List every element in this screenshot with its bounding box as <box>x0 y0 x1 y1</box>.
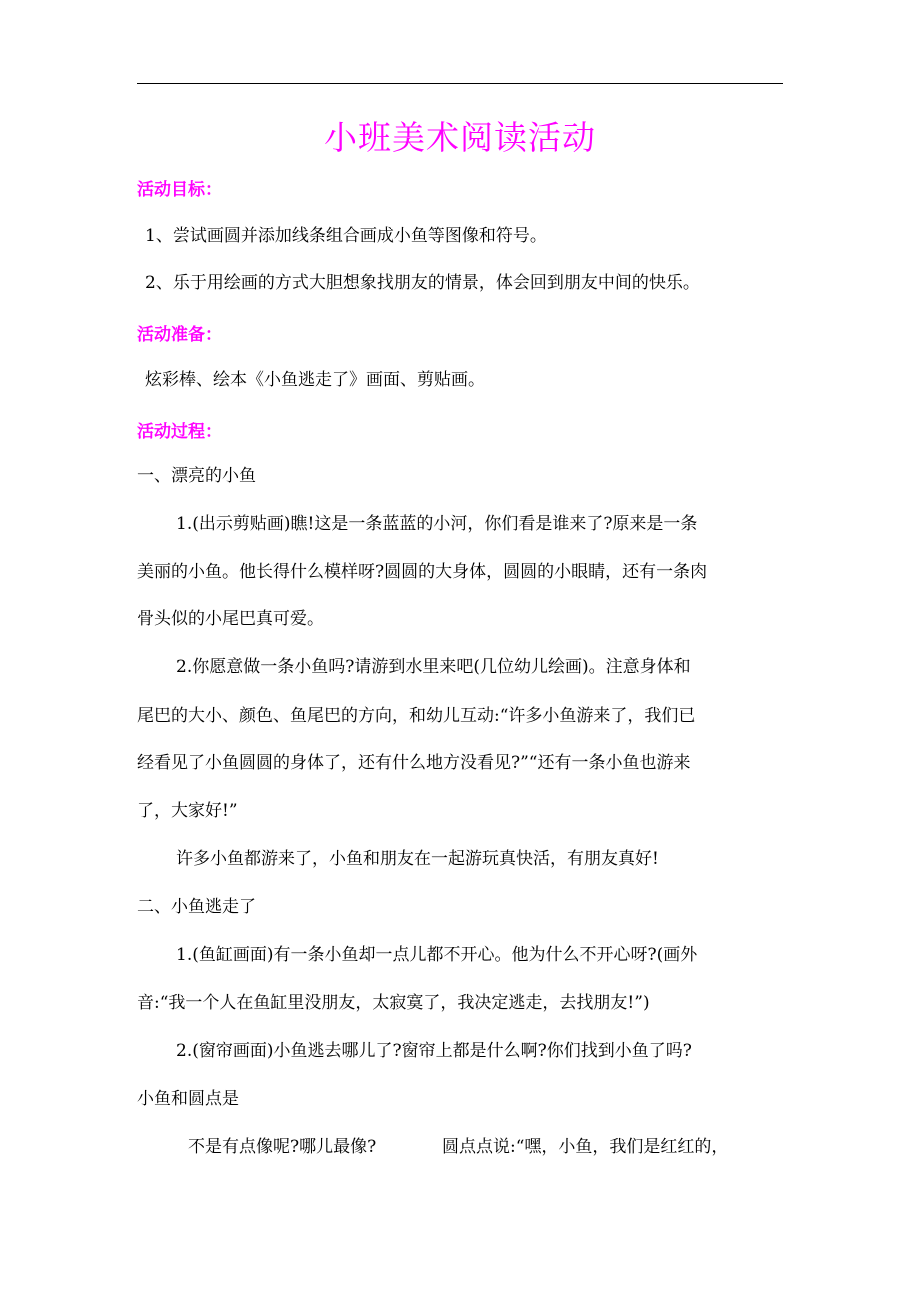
part1-p1-line-3: 骨头似的小尾巴真可爱。 <box>137 609 324 629</box>
document-title: 小班美术阅读活动 <box>324 118 596 157</box>
part2-title: 二、小鱼逃走了 <box>137 897 256 917</box>
goals-heading: 活动目标： <box>137 180 222 200</box>
goal-item-1: 1、尝试画圆并添加线条组合画成小鱼等图像和符号。 <box>145 226 547 246</box>
part2-p3-right: 圆点点说:“嘿，小鱼，我们是红红的， <box>442 1137 729 1157</box>
goal-item-2: 2、乐于用绘画的方式大胆想象找朋友的情景，体会回到朋友中间的快乐。 <box>145 273 700 293</box>
part1-p2-line-3: 经看见了小鱼圆圆的身体了，还有什么地方没看见?”“还有一条小鱼也游来 <box>137 753 691 773</box>
part2-p1-line-1: 1.(鱼缸画面)有一条小鱼却一点儿都不开心。他为什么不开心呀?(画外 <box>176 945 698 965</box>
part1-p3: 许多小鱼都游来了，小鱼和朋友在一起游玩真快活，有朋友真好! <box>176 849 659 869</box>
part1-p1-line-2: 美丽的小鱼。他长得什么模样呀?圆圆的大身体，圆圆的小眼睛，还有一条肉 <box>137 562 708 582</box>
part1-p2-line-2: 尾巴的大小、颜色、鱼尾巴的方向，和幼儿互动:“许多小鱼游来了，我们已 <box>137 706 696 726</box>
part2-p3-left: 不是有点像呢?哪儿最像? <box>188 1137 377 1157</box>
part2-p1-line-2: 音:“我一个人在鱼缸里没朋友，太寂寞了，我决定逃走，去找朋友!”) <box>137 993 650 1013</box>
part1-p2-line-4: 了，大家好!” <box>137 801 238 821</box>
preparation-heading: 活动准备： <box>137 325 222 345</box>
part1-title: 一、漂亮的小鱼 <box>137 466 256 486</box>
preparation-text: 炫彩棒、绘本《小鱼逃走了》画面、剪贴画。 <box>145 370 485 390</box>
part1-p1-line-1: 1.(出示剪贴画)瞧!这是一条蓝蓝的小河，你们看是谁来了?原来是一条 <box>176 514 698 534</box>
part2-p2-line-1: 2.(窗帘画面)小鱼逃去哪儿了?窗帘上都是什么啊?你们找到小鱼了吗? <box>176 1041 692 1061</box>
part1-p2-line-1: 2.你愿意做一条小鱼吗?请游到水里来吧(几位幼儿绘画)。注意身体和 <box>176 657 691 677</box>
part2-p2-line-2: 小鱼和圆点是 <box>137 1089 239 1109</box>
process-heading: 活动过程： <box>137 422 222 442</box>
header-rule <box>137 83 783 84</box>
